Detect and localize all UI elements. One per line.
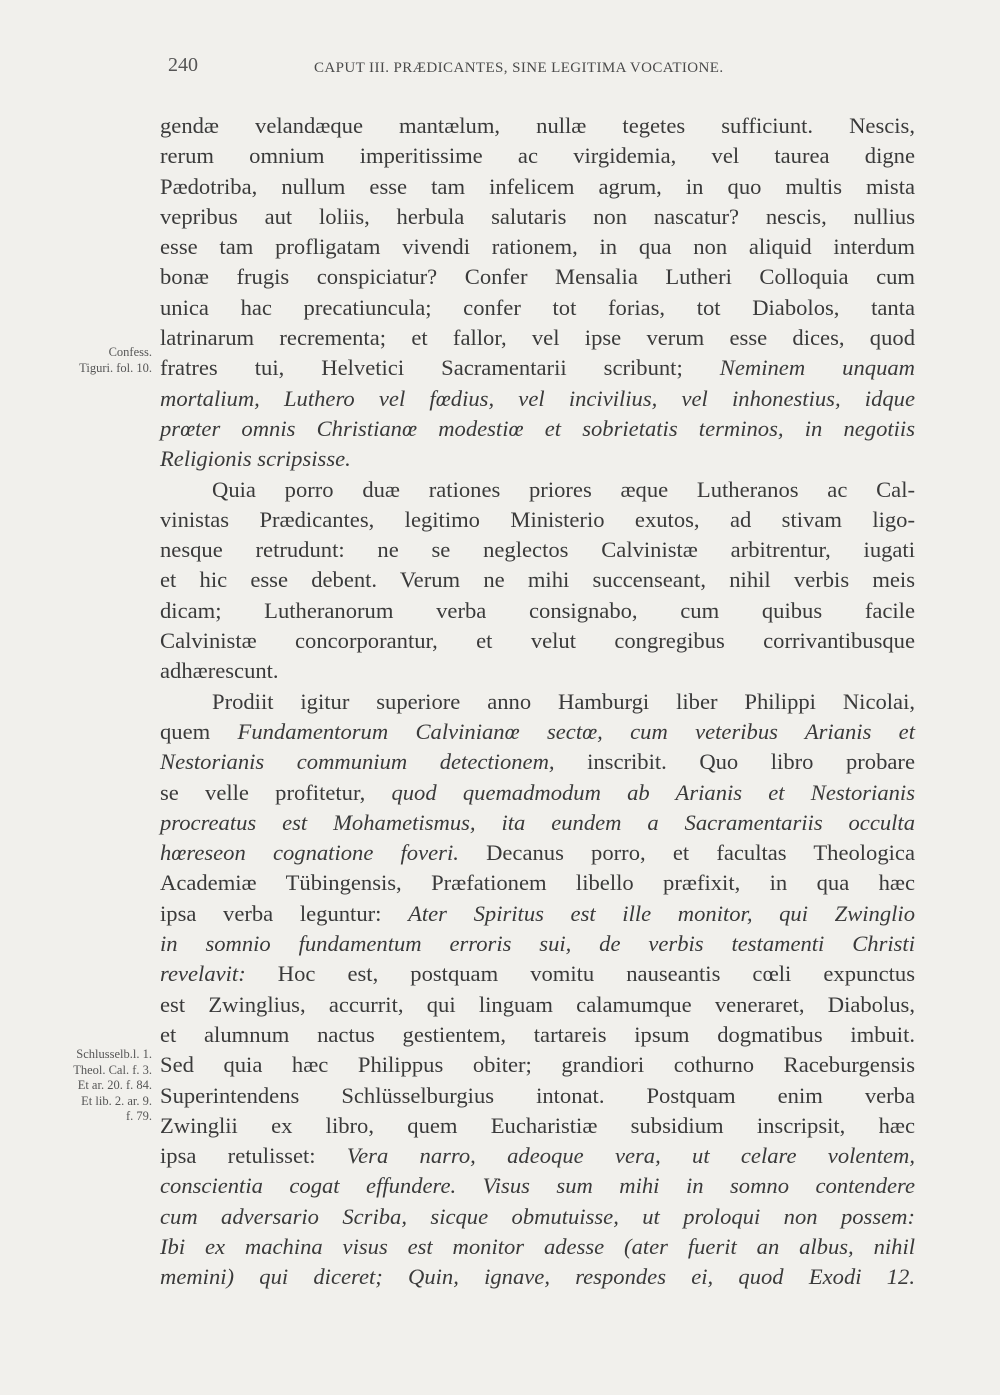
quotation: Religionis scripsisse. — [160, 446, 351, 472]
text-run: inscribit. Quo libro probare — [554, 749, 915, 775]
text-line — [160, 959, 915, 989]
text-line — [160, 838, 915, 868]
page-number: 240 — [168, 54, 198, 76]
quotation: Ibi ex machina visus est monitor adesse (ater fuerit an albus, nihil — [160, 1233, 915, 1259]
text-line: dicam; Lutheranorum verba consignabo, cum quibus facile — [160, 597, 915, 623]
margin-note-line: f. 79. — [125, 1109, 152, 1123]
text-line — [160, 1171, 915, 1201]
margin-note-confess — [79, 345, 152, 376]
quotation: in somnio fundamentum erroris sui, de verbis testamenti Christi — [160, 931, 915, 957]
margin-note-line: Confess. — [108, 345, 152, 359]
quotation: Ater Spiritus est ille monitor, qui Zwinglio — [408, 900, 915, 926]
quotation: Fundamentorum Calvinianœ sectœ, cum veteribus Arianis et — [237, 718, 915, 744]
text-line: Quia porro duæ rationes priores æque Lutheranos ac Cal- — [212, 476, 915, 502]
margin-note-line: Tiguri. fol. 10. — [79, 360, 152, 375]
text-line: et hic esse debent. Verum ne mihi succenseant, nihil verbis meis — [160, 567, 915, 593]
text-line: et alumnum nactus gestientem, tartareis ipsum dogmatibus imbuit. — [160, 1021, 915, 1047]
quotation: cum adversario Scriba, sicque obmutuisse, ut proloqui non possem: — [160, 1203, 915, 1229]
text-line — [160, 353, 915, 383]
quotation: Neminem unquam — [719, 355, 915, 381]
text-line — [160, 414, 915, 444]
text-run: Hoc est, postquam vomitu nauseantis cœli expunctus — [245, 961, 915, 987]
text-line: Superintendens Schlüsselburgius intonat. Postquam enim verba — [160, 1082, 915, 1108]
text-line — [160, 899, 915, 929]
text-line — [160, 778, 915, 808]
text-line: vepribus aut loliis, herbula salutaris non nascatur? nescis, nullius — [160, 203, 915, 229]
quotation: procreatus est Mohametismus, ita eundem a Sacramentariis occulta — [160, 809, 915, 835]
text-line: Sed quia hæc Philippus obiter; grandiori cothurno Raceburgensis — [160, 1052, 915, 1078]
text-line — [160, 384, 915, 414]
running-head: CAPUT III. PRÆDICANTES, SINE LEGITIMA VOCATIONE. — [314, 60, 724, 76]
text-line — [160, 1141, 915, 1171]
paragraph-1 — [160, 111, 915, 475]
text-line: latrinarum recrementa; et fallor, vel ipse verum esse dices, quod — [160, 325, 915, 351]
text-line — [160, 1232, 915, 1262]
text-run: ipsa retulisset: — [160, 1143, 347, 1169]
quotation: hœreseon cognatione foveri. — [160, 840, 459, 866]
paragraph-2 — [160, 475, 915, 687]
text-line: unica hac precatiuncula; confer tot forias, tot Diabolos, tanta — [160, 294, 915, 320]
text-line — [160, 747, 915, 777]
text-run: quem — [160, 718, 238, 744]
body-text — [160, 111, 915, 1293]
text-line: Prodiit igitur superiore anno Hamburgi liber Philippi Nicolai, — [212, 688, 915, 714]
margin-note-line: Theol. Cal. f. 3. — [73, 1062, 152, 1077]
paragraph-3 — [160, 687, 915, 1293]
text-line: adhærescunt. — [160, 658, 279, 684]
quotation: conscientia cogat effundere. Visus sum mihi in somno contendere — [160, 1173, 915, 1199]
text-line — [160, 808, 915, 838]
quotation: Vera narro, adeoque vera, ut celare volentem, — [346, 1143, 915, 1169]
text-run: fratres tui, Helvetici Sacramentarii scribunt; — [160, 355, 720, 381]
quotation: quod quemadmodum ab Arianis et Nestorianis — [391, 779, 915, 805]
text-line: Zwinglii ex libro, quem Eucharistiæ subsidium inscripsit, hæc — [160, 1112, 915, 1138]
margin-note-line: Schlusselb.l. 1. — [76, 1047, 152, 1061]
text-line: Academiæ Tübingensis, Præfationem libello præfixit, in qua hæc — [160, 870, 915, 896]
text-line: vinistas Prædicantes, legitimo Ministerio exutos, ad stivam ligo- — [160, 506, 915, 532]
quotation: prœter omnis Christianœ modestiœ et sobrietatis terminos, in negotiis — [160, 415, 915, 441]
text-run: Decanus porro, et facultas Theologica — [458, 840, 915, 866]
quotation: mortalium, Luthero vel fœdius, vel incivilius, vel inhonestius, idque — [160, 385, 915, 411]
text-line — [160, 444, 915, 474]
quotation: memini) qui diceret; Quin, ignave, respondes ei, quod Exodi 12. — [160, 1264, 915, 1290]
margin-note-line: Et lib. 2. ar. 9. — [81, 1093, 152, 1108]
text-line: gendæ velandæque mantælum, nullæ tegetes sufficiunt. Nescis, — [160, 113, 915, 138]
text-line: nesque retrudunt: ne se neglectos Calvinistæ arbitrentur, iugati — [160, 537, 915, 563]
text-line: Calvinistæ concorporantur, et velut congregibus corrivantibusque — [160, 628, 915, 654]
quotation: revelavit: — [160, 961, 246, 987]
text-line: esse tam profligatam vivendi rationem, in qua non aliquid interdum — [160, 234, 915, 260]
text-line: bonæ frugis conspiciatur? Confer Mensalia Lutheri Colloquia cum — [160, 264, 915, 290]
text-line: rerum omnium imperitissime ac virgidemia, vel taurea digne — [160, 143, 915, 169]
text-line — [160, 717, 915, 747]
margin-note-schlusselburg — [73, 1047, 152, 1125]
text-run: ipsa verba leguntur: — [160, 900, 409, 926]
text-line — [160, 929, 915, 959]
text-line: Pædotriba, nullum esse tam infelicem agrum, in quo multis mista — [160, 173, 915, 199]
text-line: est Zwinglius, accurrit, qui linguam calamumque veneraret, Diabolus, — [160, 991, 915, 1017]
margin-note-line: Et ar. 20. f. 84. — [77, 1078, 152, 1092]
text-run: se velle profitetur, — [160, 779, 392, 805]
text-line — [160, 1262, 915, 1292]
quotation: Nestorianis communium detectionem, — [160, 749, 555, 775]
text-line — [160, 1202, 915, 1232]
